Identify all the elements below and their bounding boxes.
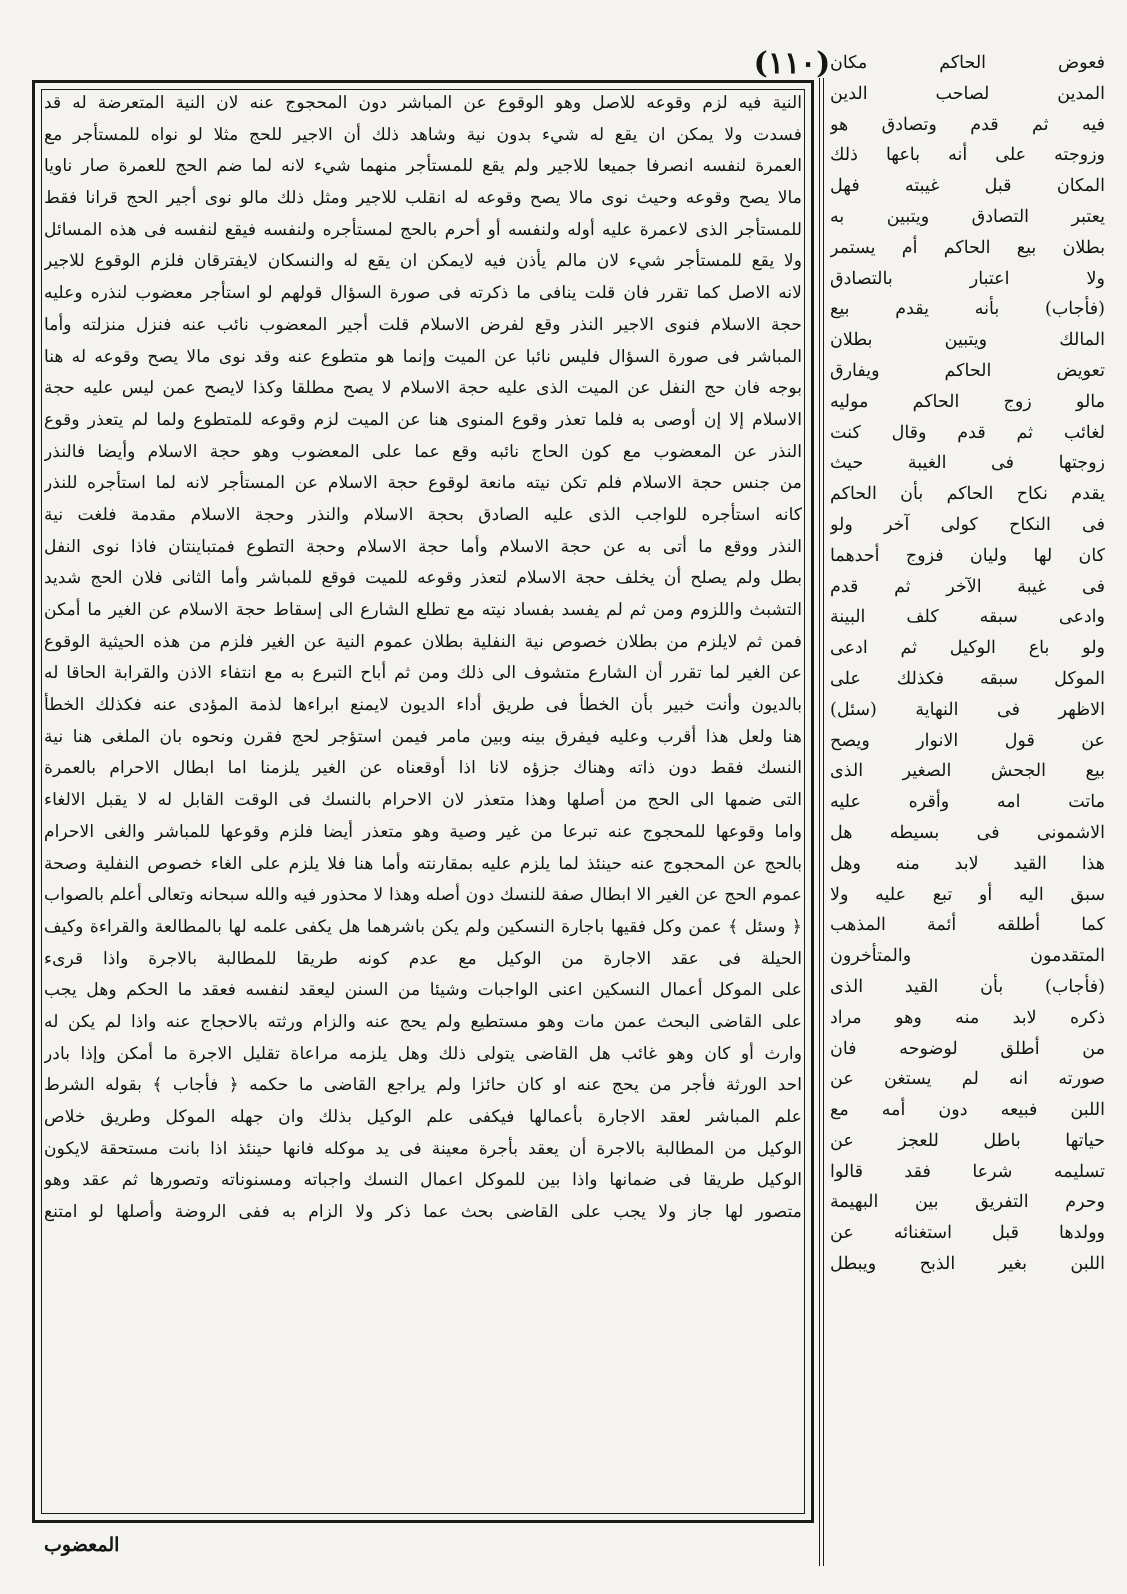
main-text-line: العمرة لنفسه انصرفا جميعا للاجير ولم يقع للمستأجر منهما شيء لانه لما ضم الحج للعمرة صار ناويا [44, 156, 802, 177]
margin-text-line: من أطلق لوضوحه فان [830, 1038, 1105, 1059]
main-text-line: على الموكل أعمال النسكين اعنى الواجبات وشيئا من السنن ليعقد لنفسه فعقد ما الحكم وهل يجب [44, 980, 802, 1001]
margin-text-line: وولدها قبل استغنائه عن [830, 1223, 1105, 1244]
main-text-line: لانه الاصل كما تقرر فان قلت ينافى ما ذكرته فى صورة السؤال قولهم لو استأجر معضوب لنذره وعليه [44, 283, 802, 304]
catchword: المعضوب [44, 1534, 120, 1556]
main-text-line: للمستأجر الذى لاعمرة عليه أوله ولنفسه أو أحرم بالحج لمستأجره ولنفسه فيقع لنفسه فى هذه المسائل [44, 219, 802, 240]
main-text-block [44, 88, 802, 1516]
main-text-line: بطل ولم يصلح أن يخلف حجة الاسلام لتعذر وقوعه للميت فوقع للمباشر وأما الثانى فلان الحج شديد [44, 568, 802, 589]
main-text-line: النية فيه لزم وقوعه للاصل وهو الوقوع عن المباشر دون المحجوج عنه لان النية المتعرضة له قد [44, 93, 802, 113]
margin-text-line: كما أطلقه أئمة المذهب [830, 915, 1105, 936]
main-text-line: مالا يصح وقوعه وحيث نوى مالا يصح وقوعه له انقلب للاجير ومثل ذلك مالو نوى أجير الحج قرانا فقط [44, 188, 802, 209]
margin-text-line: حياتها باطل للعجز عن [830, 1130, 1105, 1151]
margin-text-line: زوجتها فى الغيبة حيث [830, 453, 1105, 474]
margin-text-line: فعوض الحاكم مكان [830, 53, 1105, 73]
main-text-line: الوكيل طريقا فى ضمانها واذا بين للموكل اعمال النسك واجباته ومسنوناته وتصورها ثم عقد وهو [44, 1170, 802, 1191]
main-text-line: النذر عن المعضوب مع كون الحاج نائبه وقع عما على المعضوب وهو حجة الاسلام وأيضا فالنذر [44, 441, 802, 462]
main-text-line: عن الغير لما تقرر أن الشارع متشوف الى ذلك ومن ثم أباح التبرع به مع انتفاء الاذن والقرابة الحاقا له [44, 663, 802, 684]
margin-text-line: ولا اعتبار بالتصادق [830, 268, 1105, 289]
margin-text-line: المكان قبل غيبته فهل [830, 176, 1105, 197]
margin-text-line: فيه ثم قدم وتصادق هو [830, 114, 1105, 135]
main-text-line: متصور لها جاز ولا يجب على القاضى بحث عما ذكر ولا الزام به ففى الروضة وأصلها لو امتنع [44, 1202, 802, 1223]
page-number: (١١٠) [753, 46, 831, 81]
main-text-line: الوكيل من المطالبة بالاجرة أن يعقد بأجرة معينة فى يد موكله فانها حينئذ اذا بانت مستحقة لايكون [44, 1138, 802, 1159]
margin-text-line: هذا القيد لابد منه وهل [830, 853, 1105, 874]
main-text-line: هنا ولعل هذا أقرب وعليه فيفرق بينه وبين مامر فيمن استؤجر لحج فقرن ونحوه بان الملغى هنا نية [44, 726, 802, 747]
main-text-line: بوجه فان حج النفل عن الميت الذى عليه حجة الاسلام لا يصح مطلقا وكذا لايصح عمن ليس عليه حجة [44, 378, 802, 399]
main-text-line: على القاضى البحث عمن مات وهو مستطيع ولم يحج عنه والزام ورثته بالاحجاج عنه واذا لم يكن له [44, 1011, 802, 1032]
margin-text-line: كان لها وليان فزوج أحدهما [830, 545, 1105, 566]
margin-text-line: يقدم نكاح الحاكم بأن الحاكم [830, 484, 1105, 505]
main-text-line: المباشر فى صورة السؤال فليس نائبا عن الميت وإنما هو متطوع عنه وقد نوى مالا يصح وقوعه له هنا [44, 346, 802, 367]
main-text-line: الحيلة فى عقد الاجارة من الوكيل مع عدم كونه طريقا للمطالبة بالاجرة واذا قرىء [44, 948, 802, 969]
main-text-line: بالحج عن المحجوج عنه حينئذ لما يلزم عليه بمقارنته وأما هنا فلا يلزم على الغاء خصوص النفلية وصحة [44, 853, 802, 874]
margin-text-line: ماتت امه وأقره عليه [830, 792, 1105, 813]
margin-text-line: ذكره لابد منه وهو مراد [830, 1007, 1105, 1028]
main-text-line: الاسلام إلا إن أوصى به فلما تعذر وقوع المنوى هنا عن الميت لزم وقوعه للمتطوع ولما لم يتعذر وقوع [44, 409, 802, 430]
main-text-line: ﴿ وسئل ﴾ عمن وكل فقيها باجارة النسكين ولم يكن باشرهما هل يكفى علمه لها بالمطالعة والقراءة وكيف [44, 916, 802, 937]
main-text-line: حجة الاسلام فنوى الاجير النذر وقع لفرض الاسلام قلت أجير المعضوب نائب عنه فنزل منزلته وأما [44, 314, 802, 335]
margin-text-line: لغائب ثم قدم وقال كنت [830, 422, 1105, 443]
margin-text-line: سبق اليه أو تبع عليه ولا [830, 884, 1105, 905]
margin-text-line: عن قول الانوار ويصح [830, 730, 1105, 751]
main-text-line: النذر ووقع ما أتى به عن حجة الاسلام وأما حجة الاسلام وحجة التطوع فمتباينتان فاذا نوى النفل [44, 536, 802, 557]
margin-text-line: تسليمه شرعا فقد قالوا [830, 1161, 1105, 1182]
margin-divider [819, 78, 824, 1566]
margin-text-line: اللبن فبيعه دون أمه مع [830, 1100, 1105, 1121]
margin-text-line: وادعى سبقه كلف البينة [830, 607, 1105, 628]
margin-text-line: (فأجاب) بأن القيد الذى [830, 976, 1105, 997]
margin-text-line: وزوجته على أنه باعها ذلك [830, 145, 1105, 166]
main-text-line: علم المباشر لعقد الاجارة بأعمالها فيكفى علم الوكيل بذلك وان جهله الموكل وطريق خلاص [44, 1107, 802, 1127]
margin-text-line: الموكل سبقه فكذلك على [830, 668, 1105, 689]
main-text-line: كانه استأجره للواجب الذى عليه الصادق بحجة الاسلام والنذر وحجة الاسلام مقدمة فلغت نية [44, 504, 802, 525]
margin-text-line: يعتبر التصادق ويتبين به [830, 206, 1105, 227]
margin-text-line: بيع الجحش الصغير الذى [830, 761, 1105, 782]
main-text-line: التى ضمها الى الحج من أصلها وهذا متعذر لان الاحرام بالنسك فى الوقت القابل له لا يقبل الالغاء [44, 790, 802, 811]
margin-text-line: الاشمونى فى بسيطه هل [830, 822, 1105, 843]
margin-text-line: ولو باع الوكيل ثم ادعى [830, 638, 1105, 659]
margin-text-line: صورته انه لم يستغن عن [830, 1069, 1105, 1090]
margin-text-line: (فأجاب) بأنه يقدم بيع [830, 299, 1105, 320]
margin-commentary [830, 48, 1105, 1578]
main-text-line: واما وقوعها للمحجوج عنه تبرعا من غير وصية وهو متعذر أيضا فلزم وقوعها للمباشر والغى الاحرام [44, 821, 802, 842]
margin-text-line: المدين لصاحب الدين [830, 83, 1105, 104]
main-text-line: وارث أو كان وهو غائب هل القاضى يتولى ذلك وهل يلزمه مراعاة تقليل الاجرة ما أمكن وإذا بادر [44, 1043, 802, 1064]
main-text-line: بالديون وأنت خبير بأن الخطأ فى طريق أداء الديون لايمنع ابراءها لذمة المؤدى عنه فكذلك الخطأ [44, 695, 802, 716]
main-text-line: التشبث واللزوم ومن ثم لم يفسد بفساد نيته مع تطلع الشارع الى إسقاط حجة الاسلام عن الغير ما أمكن [44, 600, 802, 620]
main-text-line: عموم الحج عن الغير الا ابطال صفة للنسك دون أصله وهذا لا محذور فيه والله سبحانه وتعالى أعلم بالصواب [44, 885, 802, 906]
main-text-line: احد الورثة فأجر من يحج عنه او كان حائزا ولم يراجع القاضى ما حكمه ﴿ فأجاب ﴾ بقوله الشرط [44, 1075, 802, 1096]
margin-text-line: تعويض الحاكم ويفارق [830, 360, 1105, 381]
margin-text-line: المالك ويتبين بطلان [830, 330, 1105, 351]
margin-text-line: بطلان بيع الحاكم أم يستمر [830, 237, 1105, 258]
main-text-line: من جنس حجة الاسلام فلم تكن نيته مانعة لوقوع حجة الاسلام عن المستأجر لانه لما استأجره للنذر [44, 473, 802, 494]
margin-text-line: فى غيبة الآخر ثم قدم [830, 576, 1105, 597]
main-text-line: فسدت ولا يمكن ان يقع له شيء بدون نية وشاهد ذلك أن الاجير للحج مثلا لو نواه للمستأجر مع [44, 124, 802, 145]
main-text-line: فمن ثم لايلزم من بطلان خصوص نية النفلية بطلان عموم النية عن الغير فلزم من هذه الحيثية الوقوع [44, 631, 802, 652]
margin-text-line: المتقدمون والمتأخرون [830, 946, 1105, 967]
margin-text-line: اللبن بغير الذبح ويبطل [830, 1254, 1105, 1275]
main-text-line: النسك فقط دون ذاته وهناك جزؤه لانا اذا أوقعناه عن الغير يلزمنا اما ابطال الاحرام بالعمرة [44, 758, 802, 779]
margin-text-line: فى النكاح كولى آخر ولو [830, 514, 1105, 535]
main-text-line: ولا يقع للمستأجر شيء لان مالم يأذن فيه لايمكن ان يقع له والنسكان لايفترقان فلزم الوقوع للاجير [44, 251, 802, 272]
margin-text-line: الاظهر فى النهاية (سئل) [830, 699, 1105, 720]
margin-text-line: مالو زوج الحاكم موليه [830, 391, 1105, 412]
margin-text-line: وحرم التفريق بين البهيمة [830, 1192, 1105, 1213]
